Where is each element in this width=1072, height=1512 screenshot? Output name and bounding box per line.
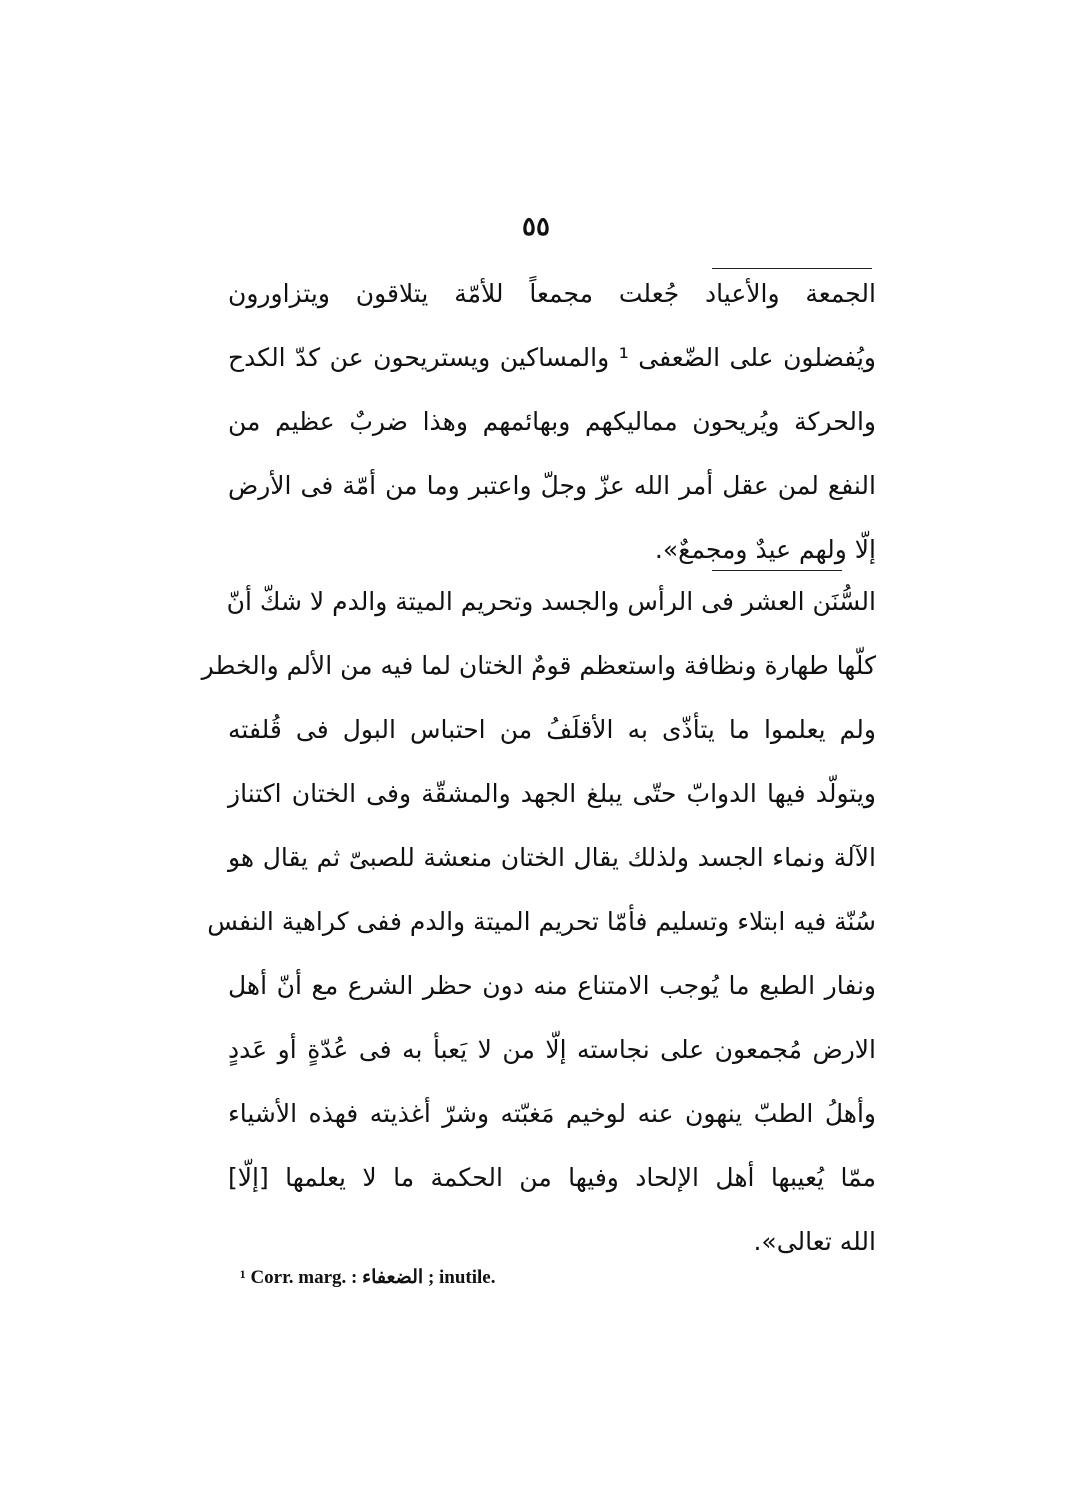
text-line: والحركة ويُريحون مماليكهم وبهائمهم وهذا ضربٌ عظيم من [228,407,876,436]
text-line: ويتولّد فيها الدوابّ حتّى يبلغ الجهد والمشقّة وفى الختان اكتناز [228,779,876,808]
text-line: ممّا يُعيبها أهل الإلحاد وفيها من الحكمة ما لا يعلمها [إلّا] [228,1163,876,1192]
text-line: سُنّة فيه ابتلاء وتسليم فأمّا تحريم الميتة والدم ففى كراهية النفس [207,907,876,936]
text-line: الآلة ونماء الجسد ولذلك يقال الختان منعشة للصبىّ ثم يقال هو [228,843,876,872]
text-line: وأهلُ الطبّ ينهون عنه لوخيم مَغبّته وشرّ أغذيته فهذه الأشياء [228,1099,876,1128]
text-line: ولم يعلموا ما يتأذّى به الأقلَفُ من احتباس البول فى قُلفته [228,715,876,744]
text-line: الله تعالى». [753,1227,876,1256]
text-line: كلّها طهارة ونظافة واستعظم قومٌ الختان لما فيه من الألم والخطر [201,651,876,680]
text-line: ويُفضلون على الضّعفى ¹ والمساكين ويستريحون عن كدّ الكدح [228,343,876,372]
text-line: الجمعة والأعياد جُعلت مجمعاً للأمّة يتلاقون ويتزاورون [228,279,876,308]
page-number: ٥٥ [522,212,550,242]
text-line: السُّنَن العشر فى الرأس والجسد وتحريم الميتة والدم لا شكّ أنّ [226,587,876,616]
text-line: إلّا ولهم عيدٌ ومجمعٌ». [654,535,876,564]
text-line: الارض مُجمعون على نجاسته إلّا من لا يَعبأ به فى عُدّةٍ أو عَددٍ [228,1035,876,1064]
footnote: ¹ Corr. marg. : الضعفاء ; inutile. [240,1267,496,1288]
text-line: ونفار الطبع ما يُوجب الامتناع منه دون حظر الشرع مع أنّ أهل [228,971,876,1000]
text-line: النفع لمن عقل أمر الله عزّ وجلّ واعتبر وما من أمّة فى الأرض [228,471,876,500]
paragraph-1 [228,262,876,582]
paragraph-2 [201,570,876,1274]
